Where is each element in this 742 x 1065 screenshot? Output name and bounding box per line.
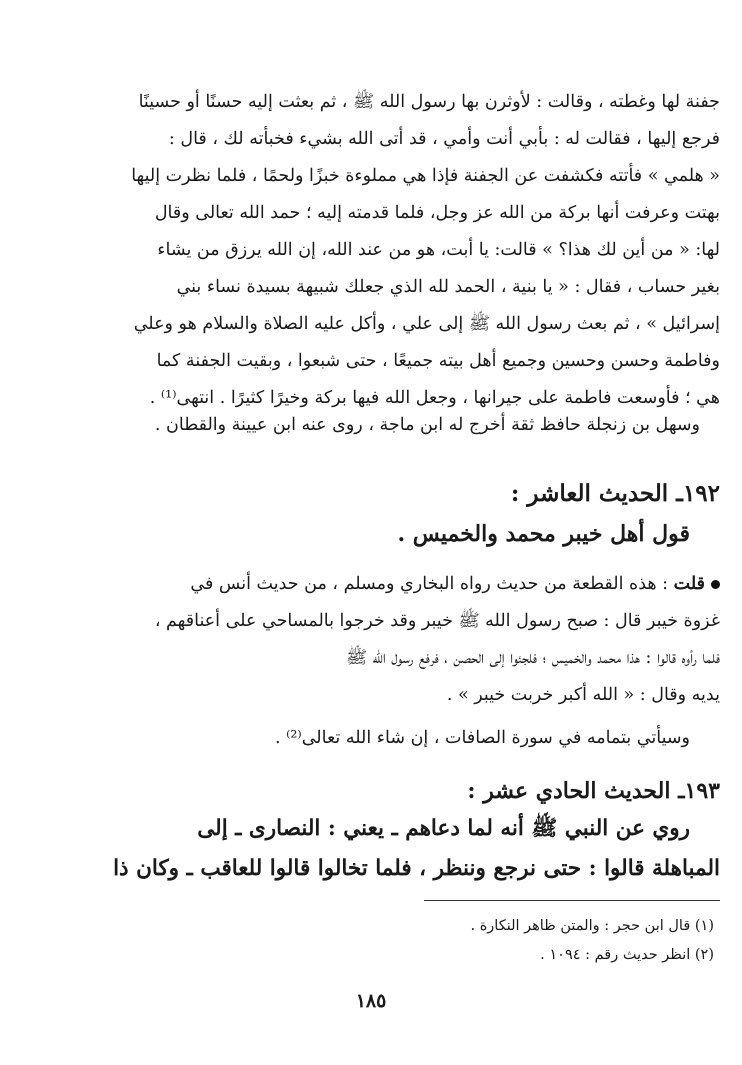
page-number: ١٨٥ (355, 990, 387, 1012)
paragraph-cross-reference (84, 720, 720, 757)
hadith-subtitle: قول أهل خيبر محمد والخميس . (397, 521, 690, 547)
text-line: « هلمي » فأتته فكشفت عن الجفنة فإذا هي مملوءة خبزًا ولحمًا ، فلما نظرت إليها (131, 166, 720, 186)
hadith-text-line: المباهلة قالوا : حتى نرجع وننظر ، فلما تخالوا قالوا للعاقب ـ وكان ذا (113, 856, 720, 881)
lead-word: قلت (673, 574, 705, 594)
text-line: فرجع إليها ، فقالت له : بأبي أنت وأمي ، قد أتى الله بشيء فخبأته لك ، قال : (168, 129, 720, 149)
hadith-192-heading (84, 474, 720, 554)
text-line: وفاطمة وحسن وحسين وجميع أهل بيته جميعًا ، حتى شبعوا ، وبقيت الجفنة كما (156, 351, 720, 371)
text-line (84, 566, 720, 603)
text-line: هي ؛ فأوسعت فاطمة على جيرانها ، وجعل الله فيها بركة وخيرًا كثيرًا . انتهى⁽¹⁾ . (149, 388, 720, 408)
text-line: فلما رأوه قالوا : هذا محمد والخميس ؛ فلجئوا إلى الحصن ، فرفع رسول الله ﷺ (345, 648, 720, 668)
footnotes (84, 912, 720, 970)
hadith-193-heading (84, 773, 720, 889)
hadith-title: ١٩٣ـ الحديث الحادي عشر : (467, 778, 720, 804)
text-line: بغير حساب ، فقال : « يا بنية ، الحمد لله الذي جعلك شبيهة بسيدة نساء بني (176, 277, 720, 297)
text-line: بهتت وعرفت أنها بركة من الله عز وجل، فلما قدمته إليه ؛ حمد الله تعالى وقال (154, 203, 720, 223)
bullet-icon (711, 580, 720, 589)
text-line: وسهل بن زنجلة حافظ ثقة أخرج له ابن ماجة ، روى عنه ابن عيينة والقطان . (154, 415, 700, 435)
footnote: (٢) انظر حديث رقم : ١٠٩٤ . (540, 947, 714, 963)
paragraph-commentary (84, 566, 720, 714)
hadith-title: ١٩٢ـ الحديث العاشر : (510, 480, 720, 507)
text-line: غزوة خيبر قال : صبح رسول الله ﷺ خيبر وقد خرجوا بالمساحي على أعناقهم ، (154, 611, 720, 631)
hadith-text-line: روي عن النبي ﷺ أنه لما دعاهم ـ يعني : النصارى ـ إلى (197, 816, 690, 841)
text-span: : هذه القطعة من حديث رواه البخاري ومسلم ، من حديث أنس في (190, 574, 669, 594)
footnote-divider (424, 900, 720, 901)
text-line: إسرائيل » ، ثم بعث رسول الله ﷺ إلى علي ، وأكل عليه الصلاة والسلام هو وعلي (133, 314, 720, 334)
footnote: (١) قال ابن حجر : والمتن ظاهر النكارة . (470, 918, 714, 934)
text-line: وسيأتي بتمامه في سورة الصافات ، إن شاء الله تعالى⁽²⁾ . (274, 728, 690, 748)
paragraph-narrator-note (84, 407, 720, 444)
text-line: جفنة لها وغطته ، وقالت : لأوثرن بها رسول الله ﷺ ، ثم بعثت إليه حسنًا أو حسينًا (138, 92, 720, 112)
paragraph-story (84, 84, 720, 417)
text-line: يديه وقال : « الله أكبر خربت خيبر » . (446, 685, 720, 705)
text-line: لها: « من أين لك هذا؟ » قالت: يا أبت، هو من عند الله، إن الله يرزق من يشاء (157, 240, 720, 260)
